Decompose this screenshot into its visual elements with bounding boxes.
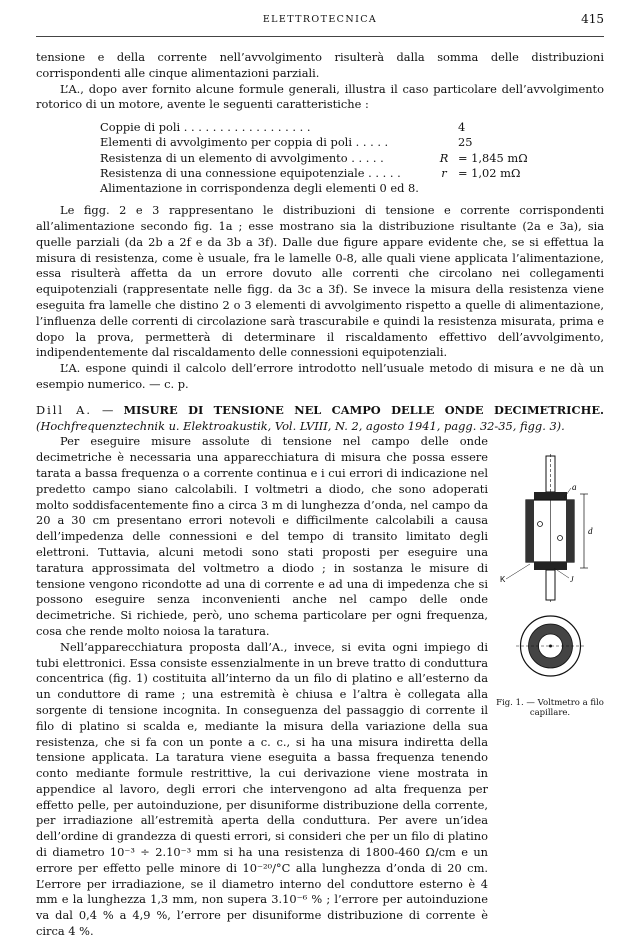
header-rule	[36, 36, 604, 37]
article-dash: —	[91, 402, 124, 417]
spec-value: = 1,02 mΩ	[458, 165, 521, 180]
spec-row	[100, 166, 528, 181]
intro-paragraph-1: tensione e della corrente nell’avvolgimento risulterà dalla somma delle distribuzioni corrispondenti alle cinque alimentazioni parziali.	[36, 50, 604, 80]
spec-symbol: R	[439, 150, 449, 165]
figure-1	[496, 454, 604, 718]
spec-value	[458, 181, 528, 196]
intro-paragraph-2: L’A., dopo aver fornito alcune formule generali, illustra il caso particolare dell’avvolgimento rotorico di un motore, avente le seguenti caratteristiche :	[36, 81, 604, 112]
paragraph-3: Le figg. 2 e 3 rappresentano le distribuzioni di tensione e corrente corrispondenti all’alimentazione secondo fig. 1a ; esse mostrano sia la distribuzione risultante (2a e 3a), sia quelle parziali (da 2b a 2f e da 3b a 3f). Dalle due figure appare evidente che, se si effettua la misura di resistenza, come è usuale, fra le lamelle 0-8, alle quali viene applicata l’alimentazione, essa risulterà affetta da un errore dovuto alle correnti che circolano nei collegamenti equipotenziali (rappresentate nelle figg. da 3c a 3f). Se invece la misura della resistenza viene eseguita fra lamelle che distino 2 o 3 elementi di avvolgimento rispetto a quelle di alimentazione, l’influenza delle correnti di circolazione sarà trascurabile e quindi la resistenza misurata, prima e dopo la prova, permetterà di determinare il riscaldamento effettivo dell’avvolgimento, indipendentemente dal riscaldamento delle connessioni equipotenziali.	[36, 203, 604, 360]
leader-k	[506, 564, 530, 579]
outer-wall-right	[566, 500, 574, 562]
label-a: a	[572, 482, 577, 493]
spec-symbol	[430, 135, 458, 150]
bottom-cap	[534, 562, 567, 570]
paragraph-6: Nell’apparecchiatura proposta dall’A., invece, si evita ogni impiego di tubi elettronici. Essa consiste essenzialmente in un breve tratto di conduttura concentrica (fig. 1) costituita all’interno da un filo di platino e all’esterno da un conduttore di rame ; una estremità è chiusa e l’altra è collegata alla sorgente di tensione incognita. In conseguenza del passaggio di corrente il filo di platino si scalda e, mediante la misura della variazione della sua resistenza, che si fa con un ponte a c. c., si ha una misura indiretta della tensione applicata. La taratura viene eseguita a bassa frequenza tenendo conto mediante formule restrittive, la cui derivazione viene mostrata in appendice al lavoro, degli errori che intervengono ad alta frequenza per effetto pelle, per autoinduzione, per disuniforme distribuzione della corrente, per irradiazione all’estremità aperta della conduttura. Per avere un’idea dell’ordine di grandezza di questi errori, si consideri che per un filo di platino di diametro 10⁻³ ÷ 2.10⁻³ mm si ha una resistenza di 1800-460 Ω/cm e un errore per effetto pelle minore di 10⁻²⁰/°C alla lunghezza d’onda di 20 cm. L’errore per irradiazione, se il diametro interno del conduttore esterno è 4 mm e la lunghezza 1,3 mm, non supera 3.10⁻⁶ % ; l’errore per autoinduzione va dal 0,4 % a 4,9 %, l’errore per disuniforme distribuzione di corrente è circa 4 %.	[36, 639, 488, 939]
wrapped-text	[36, 434, 488, 940]
page-header	[36, 10, 604, 36]
outer-wall-left	[526, 500, 534, 562]
spec-symbol	[430, 181, 458, 196]
running-head: ELETTROTECNICA	[262, 14, 378, 25]
spec-symbol: r	[441, 165, 447, 180]
paragraph-4: L’A. espone quindi il calcolo dell’errore introdotto nell’usuale metodo di misura e ne dà un esempio numerico. — c. p.	[36, 361, 604, 391]
body-text	[36, 50, 604, 939]
paragraph-5: Per eseguire misure assolute di tensione nel campo delle onde decimetriche è necessaria una apparecchiatura di misura che possa essere tarata a bassa frequenza o a corrente continua e i cui errori di indicazione nel predetto campo siano calcolabili. I voltmetri a diodo, che sono adoperati molto soddisfacentemente fino a circa 3 m di lunghezza d’onda, nel campo da 20 a 30 cm presentano errori notevoli e difficilmente calcolabili a causa dell’impedenza delle connessioni e del tempo di transito limitato degli elettroni. Tuttavia, alcuni metodi sono stati proposti per eseguire una taratura approssimata del voltmetro a diodo ; in sostanza le misure di tensione vengono ricondotte ad una di corrente e ad una di impedenza che si possono eseguire senza inconvenienti anche nel campo delle onde decimetriche. Si richiede, però, uno schema particolare per ogni frequenza, cosa che rende molto noiosa la taratura.	[36, 434, 488, 638]
spec-value: 4	[458, 120, 466, 135]
label-j: J	[570, 575, 574, 585]
article-title: MISURE DI TENSIONE NEL CAMPO DELLE ONDE DECIMETRICHE.	[123, 402, 604, 417]
spec-value: 25	[458, 135, 473, 150]
spec-label: Resistenza di un elemento di avvolgimento . . . . .	[100, 150, 384, 165]
spec-table	[100, 120, 528, 196]
spec-label: Coppie di poli . . . . . . . . . . . . . . . . . .	[100, 120, 311, 135]
spec-label: Elementi di avvolgimento per coppia di poli . . . . .	[100, 135, 389, 150]
spec-row	[100, 151, 528, 166]
figure-text-area	[36, 434, 604, 939]
bottom-terminal	[546, 570, 555, 600]
article-source: (Hochfrequenztechnik u. Elektroakustik, Vol. LVIII, N. 2, agosto 1941, pagg. 32-35, figg. 3).	[36, 418, 565, 433]
spec-value: = 1,845 mΩ	[458, 150, 528, 165]
label-d: d	[588, 526, 593, 537]
spec-row	[100, 120, 528, 135]
label-k: K	[500, 575, 506, 585]
article-author: Dill A.	[36, 402, 92, 417]
article-heading	[36, 403, 604, 435]
page-number: 415	[581, 12, 604, 26]
spec-row	[100, 135, 528, 150]
top-cap	[534, 492, 567, 500]
spec-symbol	[430, 120, 458, 135]
spec-label: Resistenza di una connessione equipotenziale . . . . .	[100, 165, 401, 180]
spec-label: Alimentazione in corrispondenza degli elementi 0 ed 8.	[100, 181, 419, 195]
voltmeter-diagram	[496, 454, 604, 694]
spec-row	[100, 181, 528, 196]
figure-caption: Fig. 1. — Voltmetro a filo capillare.	[496, 698, 604, 719]
